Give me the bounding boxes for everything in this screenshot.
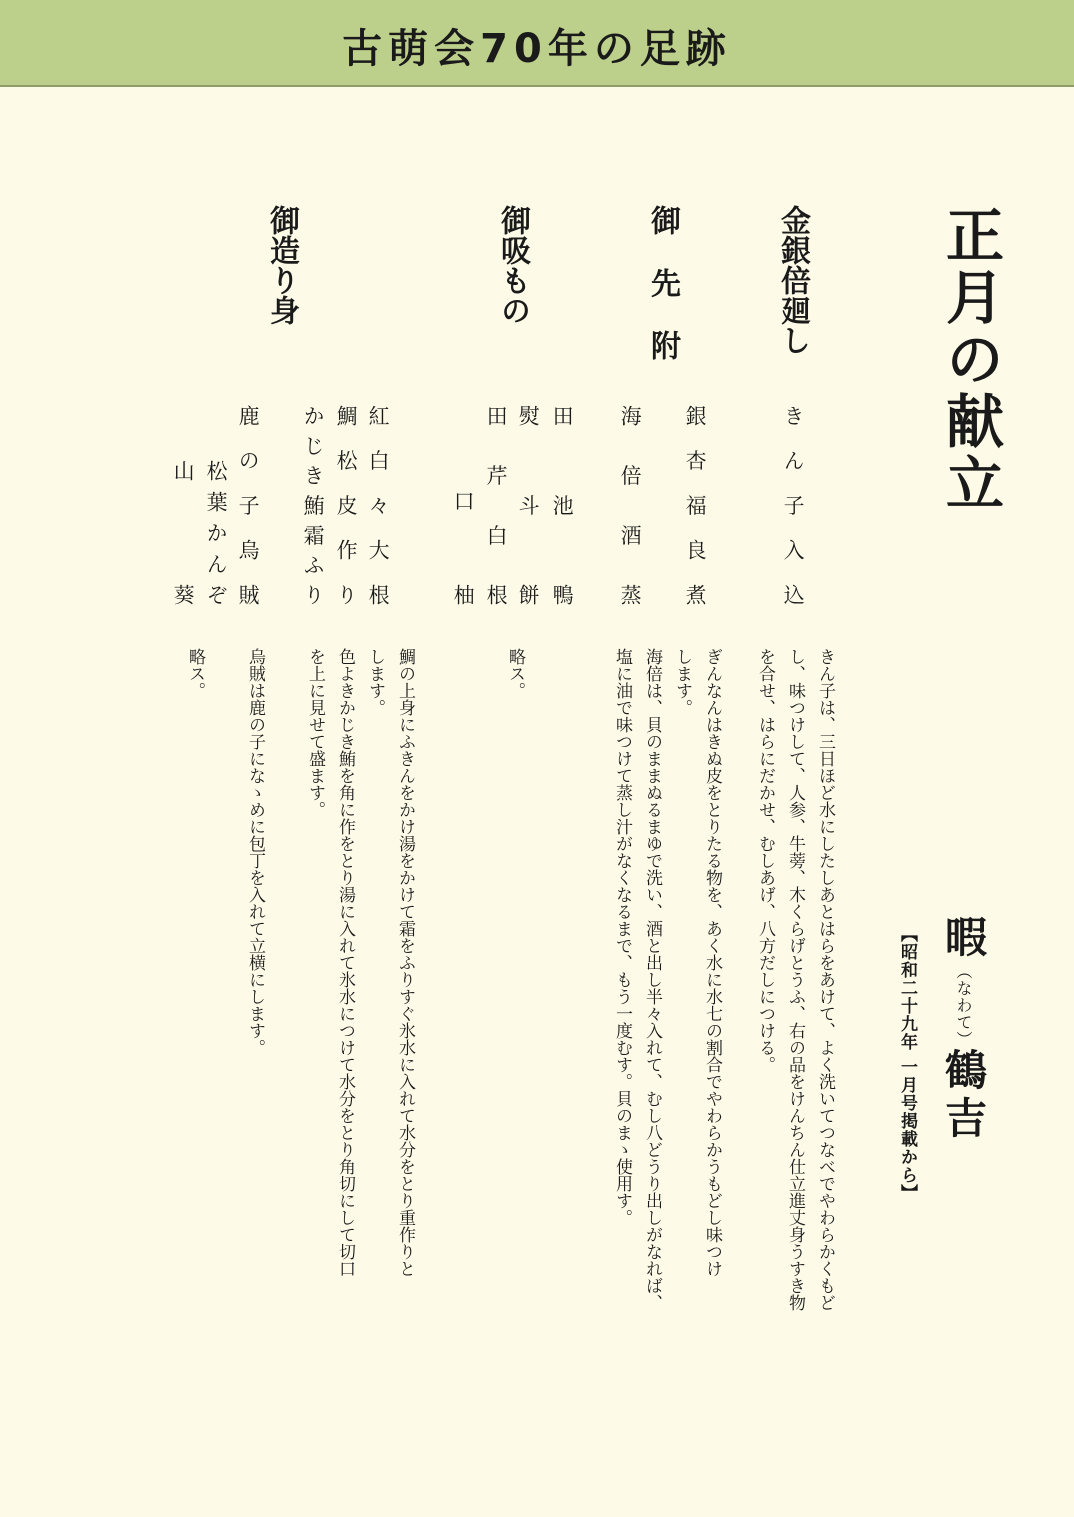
note-line: を合せ、はらにだかせ、むしあげ、八方だしにつける。 (755, 648, 775, 1073)
course-heading: 御造り身 (264, 205, 299, 325)
source-note: 【昭和二十九年 一月号掲載から】 (897, 925, 917, 1202)
header-title: 古萌会70年の足跡 (342, 26, 732, 72)
note-line: 塩に油で味つけて蒸し汁がなくなるまで、もう一度むす。貝のまゝ使用す。 (612, 648, 632, 1226)
note-line: します。 (365, 648, 385, 716)
dish-item: 鹿の子烏賊 (236, 405, 261, 605)
dish-item: 銀杏福良煮 (683, 405, 708, 605)
note-line: を上に見せて盛ます。 (305, 648, 325, 818)
course-heading: 金銀倍廻し (775, 205, 810, 355)
dish-item: 松葉かんぞ (204, 460, 229, 605)
note-line: 烏賊は鹿の子になゝめに包丁を入れて立横にします。 (245, 648, 265, 1056)
note-line: 略ス。 (505, 648, 525, 699)
note-line: 鯛の上身にふきんをかけ湯をかけて霜をふりすぐ氷水に入れて水分をとり重作りと (395, 648, 415, 1277)
article-title: 正月の献立 (936, 205, 1004, 515)
note-line: きん子は、三日ほど水にしたしあとはらをあけて、よく洗いてつなべでやわらかくもど (815, 648, 835, 1311)
author-surname: 暇 (939, 915, 988, 963)
dish-item: かじき鮪霜ふり (301, 405, 326, 605)
note-line: し、味つけして、人参、牛蒡、木くらげとうふ、右の品をけんちん仕立進丈身うすき物 (785, 648, 805, 1311)
note-line: 略ス。 (185, 648, 205, 699)
note-line: ぎんなんはきぬ皮をとりたる物を、あく水に水七の割合でやわらかうもどし味つけ (702, 648, 722, 1277)
note-line: 海倍は、貝のままぬるまゆで洗い、酒と出し半々入れて、むし八どうり出しがなれば、 (642, 648, 662, 1311)
author-given: 鶴吉 (939, 1048, 988, 1144)
note-line: 色よきかじき鮪を角に作をとり湯に入れて氷水につけて水分をとり角切にして切口 (335, 648, 355, 1277)
dish-item: 田芹白根 (484, 405, 509, 605)
course-heading: 御先附 (645, 205, 680, 360)
dish-item: きん子入込 (781, 405, 806, 605)
dish-item: 紅白々大根 (366, 405, 391, 605)
dish-item: 鯛松皮作り (334, 405, 359, 605)
author-name (933, 915, 993, 1144)
author-ruby: （なわて） (954, 963, 973, 1048)
note-line: します。 (672, 648, 692, 716)
dish-item: 山葵 (171, 460, 196, 605)
dish-item: 田池鴨 (550, 405, 575, 605)
dish-item: 口柚 (451, 490, 476, 605)
dish-item: 海倍酒蒸 (618, 405, 643, 605)
course-heading: 御吸もの (495, 205, 530, 325)
dish-item: 熨斗餅 (516, 405, 541, 605)
page-header (0, 0, 1074, 87)
